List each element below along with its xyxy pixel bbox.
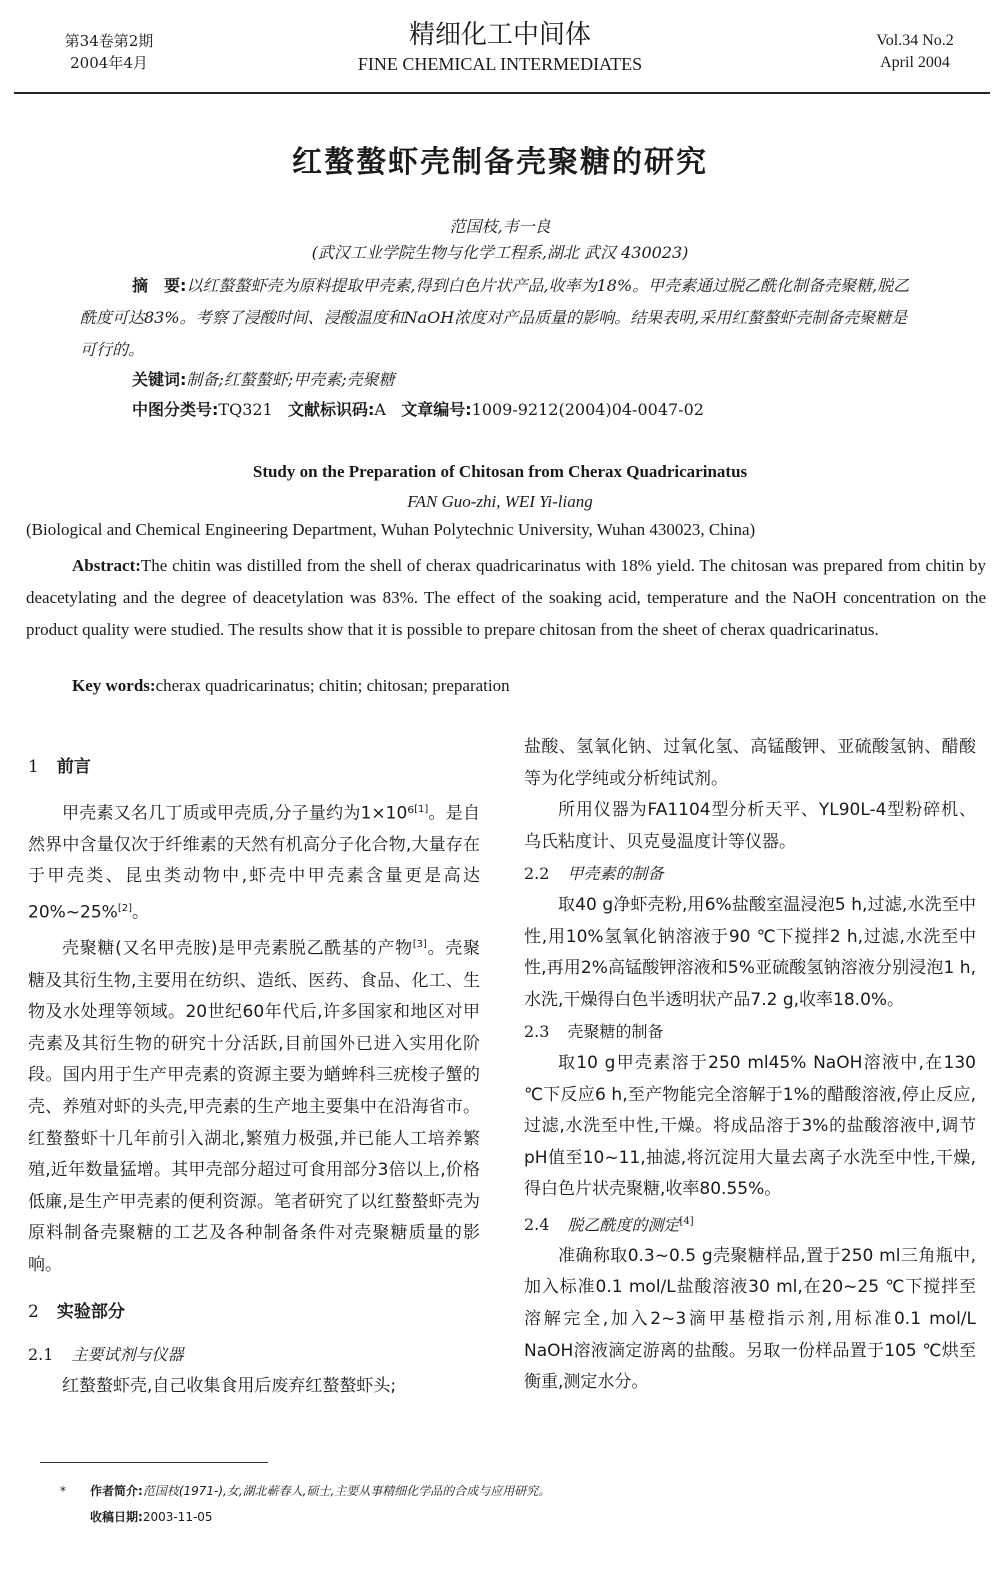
journal-name-en: FINE CHEMICAL INTERMEDIATES [357, 54, 643, 74]
doc-code-value: A [374, 400, 386, 419]
subsection-heading-2-2 [524, 858, 976, 890]
citation: [2] [117, 903, 132, 915]
keywords-cn-label: 关键词: [132, 370, 187, 389]
authors-cn: 范国枝,韦一良 [449, 217, 551, 236]
paragraph: 红螯螯虾壳,自己收集食用后废弃红螯螯虾头; [62, 1375, 397, 1396]
volume-issue-en: Vol.34 No.2 [876, 32, 954, 49]
body-column-left [28, 748, 480, 1402]
footnote-rule [40, 1462, 268, 1463]
author-bio [60, 1478, 550, 1504]
section-number: 2 [28, 1302, 39, 1323]
abstract-en-text: The chitin was distilled from the shell of cherax quadricarinatus with 18% yield. The chitosan was prepared from chitin by deacetylating and the degree of deacetylation was 83%. The effect of the soaking acid, temperature and the NaOH concentration on the product quality were studied. The results show that it is possible to prepare chitosan from the sheet of cherax quadricarinatus. [26, 556, 986, 639]
paragraph: 取40 g净虾壳粉,用6%盐酸室温浸泡5 h,过滤,水洗至中性,用10%氢氧化钠溶液于90 ℃下搅拌2 h,过滤,水洗至中性,再用2%高锰酸钾溶液和5%亚硫酸氢钠溶液分别浸泡1 h,水洗,干燥得白色半透明状产品7.2 g,收率18.0%。 [524, 894, 976, 1010]
keywords-cn [132, 366, 395, 394]
article-no-label: 文章编号: [401, 400, 472, 419]
abstract-en-label: Abstract: [72, 556, 141, 575]
section-title: 前言 [56, 757, 91, 777]
section-number: 2.3 [524, 1022, 550, 1042]
section-title: 实验部分 [56, 1302, 125, 1323]
text: 甲壳素又名几丁质或甲壳质,分子量约为1×10⁶ [62, 803, 415, 824]
keywords-en [72, 676, 510, 696]
classification-line [132, 396, 704, 424]
section-number: 2.2 [524, 864, 550, 884]
date-cn: 2004年4月 [70, 54, 148, 72]
paragraph: 所用仪器为FA1104型分析天平、YL90L-4型粉碎机、乌氏粘度计、贝克曼温度计等仪器。 [524, 800, 976, 852]
clc-value: TQ321 [218, 400, 273, 419]
author-bio-text: 范国枝(1971-),女,湖北蕲春人,硕士,主要从事精细化学品的合成与应用研究。 [142, 1484, 551, 1498]
paragraph [28, 794, 480, 930]
body-column-right [524, 732, 976, 1399]
text: 。 [132, 902, 149, 923]
subsection-heading-2-3 [524, 1016, 976, 1048]
keywords-en-text: cherax quadricarinatus; chitin; chitosan; preparation [155, 676, 510, 695]
paragraph: 准确称取0.3~0.5 g壳聚糖样品,置于250 ml三角瓶中,加入标准0.1 mol/L盐酸溶液30 ml,在20~25 ℃下搅拌至溶解完全,加入2~3滴甲基橙指示剂,用标准0.1 mol/L NaOH溶液滴定游离的盐酸。另取一份样品置于105 ℃烘至衡重,测定水分。 [524, 1245, 976, 1393]
section-number: 1 [28, 757, 39, 777]
paragraph: 取10 g甲壳素溶于250 ml45% NaOH溶液中,在130 ℃下反应6 h,至产物能完全溶解于1%的醋酸溶液,停止反应,过滤,水洗至中性,干燥。将成品溶于3%的盐酸溶液中,调节pH值至10~11,抽滤,将沉淀用大量去离子水洗至中性,干燥,得白色片状壳聚糖,收率80.55%。 [524, 1052, 977, 1200]
section-title: 脱乙酰度的测定 [567, 1215, 680, 1235]
section-number: 2.1 [28, 1345, 54, 1365]
abstract-cn-text: 以红螯螯虾壳为原料提取甲壳素,得到白色片状产品,收率为18%。甲壳素通过脱乙酰化制备壳聚糖,脱乙酰度可达83%。考察了浸酸时间、浸酸温度和NaOH浓度对产品质量的影响。结果表明,采用红螯螯虾壳制备壳聚糖是可行的。 [80, 276, 910, 359]
abstract-cn-label: 摘 要: [132, 276, 187, 295]
volume-issue-cn: 第34卷第2期 [64, 32, 154, 50]
text: 。壳聚糖及其衍生物,主要用在纺织、造纸、医药、食品、化工、生物及水处理等领域。20世纪60年代后,许多国家和地区对甲壳素及其衍生物的研究十分活跃,目前国外已进入实用化阶段。国内用于生产甲壳素的资源主要为蝤蛑科三疣梭子蟹的壳、养殖对虾的头壳,甲壳素的生产地主要集中在沿海省市。红螯螯虾十几年前引入湖北,繁殖力极强,并已能人工培养繁殖,近年数量猛增。其甲壳部分超过可食用部分3倍以上,价格低廉,是生产甲壳素的便利资源。笔者研究了以红螯螯虾壳为原料制备壳聚糖的工艺及各种制备条件对壳聚糖质量的影响。 [28, 938, 481, 1275]
section-heading-2 [28, 1297, 480, 1329]
subsection-heading-2-1 [28, 1339, 480, 1371]
authors-en: FAN Guo-zhi, WEI Yi-liang [407, 492, 593, 511]
section-title: 主要试剂与仪器 [71, 1345, 184, 1365]
section-title: 壳聚糖的制备 [567, 1022, 664, 1042]
keywords-en-label: Key words: [72, 676, 156, 695]
issue-info [44, 30, 174, 74]
text: 壳聚糖(又名甲壳胺)是甲壳素脱乙酰基的产物 [62, 938, 413, 959]
subsection-heading-2-4 [524, 1206, 976, 1241]
affiliation-cn: (武汉工业学院生物与化学工程系,湖北 武汉 430023) [311, 243, 689, 262]
clc-label: 中图分类号: [132, 400, 219, 419]
doc-code-label: 文献标识码: [288, 400, 375, 419]
citation: [3] [412, 939, 427, 951]
section-heading-1 [28, 752, 480, 784]
text: 。是自然界中含量仅次于纤维素的天然有机高分子化合物,大量存在于甲壳类、昆虫类动物中,虾壳中甲壳素含量更是高达20%~25% [28, 803, 480, 923]
article-no-value: 1009-9212(2004)04-0047-02 [471, 400, 704, 419]
affiliation-en: (Biological and Chemical Engineering Department, Wuhan Polytechnic University, Wuhan 430023, China) [26, 520, 756, 539]
abstract-cn [80, 270, 920, 366]
paragraph [28, 929, 480, 1281]
paper-title-cn: 红螯螯虾壳制备壳聚糖的研究 [292, 145, 708, 180]
section-number: 2.4 [524, 1215, 550, 1235]
footnote-marker: * [60, 1484, 66, 1498]
received-date [60, 1504, 550, 1530]
paper-title-en: Study on the Preparation of Chitosan from Cherax Quadricarinatus [252, 462, 748, 481]
journal-name [300, 18, 700, 76]
footnote [60, 1478, 550, 1530]
section-title: 甲壳素的制备 [567, 864, 664, 884]
received-date-label: 收稿日期: [90, 1510, 143, 1524]
received-date-value: 2003-11-05 [142, 1510, 213, 1524]
keywords-cn-text: 制备;红螯螯虾;甲壳素;壳聚糖 [186, 370, 395, 389]
issue-info-en [860, 30, 970, 74]
header-rule [14, 92, 990, 94]
citation: [4] [679, 1215, 694, 1227]
author-bio-label: 作者简介: [90, 1484, 143, 1498]
paragraph: 盐酸、氢氧化钠、过氧化氢、高锰酸钾、亚硫酸氢钠、醋酸等为化学纯或分析纯试剂。 [524, 737, 976, 789]
citation: [1] [414, 803, 429, 815]
journal-name-cn: 精细化工中间体 [408, 20, 591, 50]
date-en: April 2004 [880, 54, 950, 71]
abstract-en [26, 550, 986, 646]
